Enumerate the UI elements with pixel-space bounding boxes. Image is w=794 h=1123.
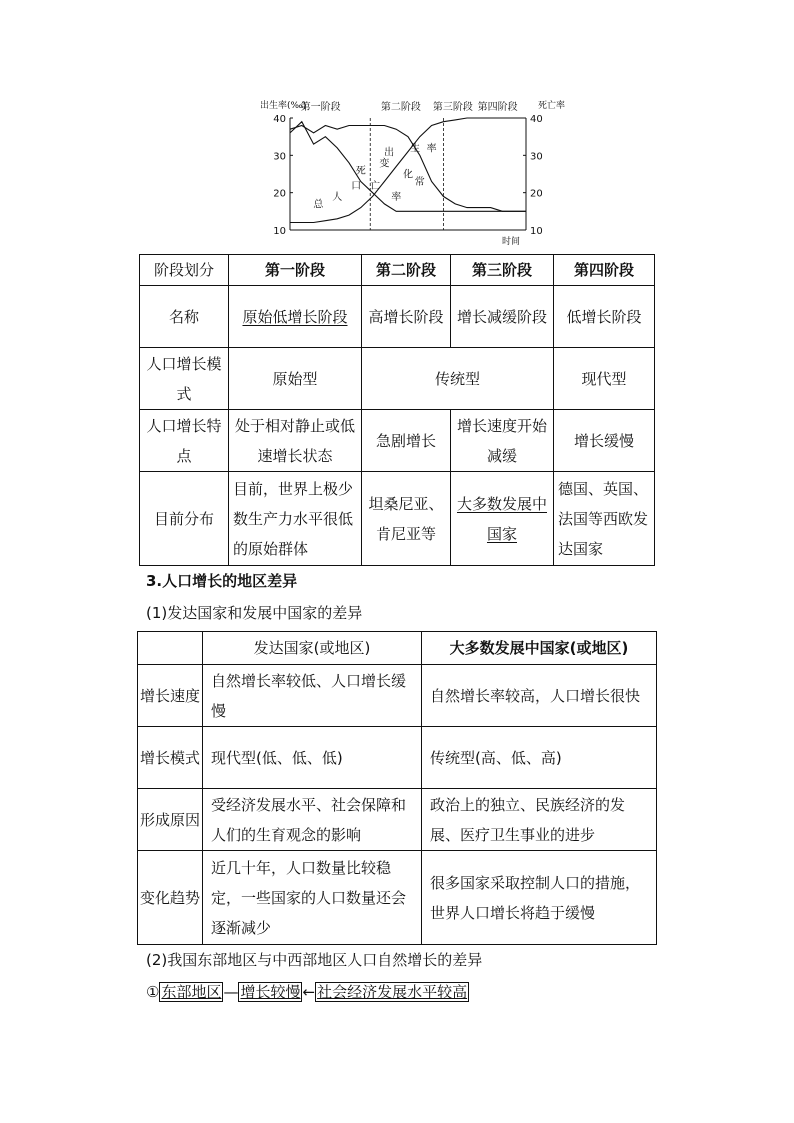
y-axis-label-left: 出生率(‰) (260, 101, 307, 111)
row-label: 增长模式 (138, 727, 203, 789)
row-label: 目前分布 (140, 472, 229, 566)
row-label: 变化趋势 (138, 851, 203, 945)
table-row (138, 665, 657, 727)
row-label: 人口增长模式 (140, 348, 229, 410)
table-cell: 近几十年，人口数量比较稳定，一些国家的人口数量还会逐渐减少 (203, 851, 422, 945)
row-label: 增长速度 (138, 665, 203, 727)
table-cell: 现代型 (554, 348, 655, 410)
curve-annotation: 变 (379, 158, 390, 170)
stage-table-header (140, 255, 655, 286)
curve-annotation: 生 (410, 143, 421, 155)
table-cell: 传统型(高、低、高) (422, 727, 657, 789)
stage-label: 第四阶段 (477, 102, 518, 113)
curve-annotation: 总 (313, 199, 324, 211)
comparison-table (137, 631, 657, 945)
curve-annotation: 人 (332, 192, 343, 204)
table-cell: 坦桑尼亚、肯尼亚等 (362, 472, 451, 566)
table-cell: 受经济发展水平、社会保障和人们的生育观念的影响 (203, 789, 422, 851)
header-cell: 阶段划分 (140, 255, 229, 286)
curve-annotation: 口 (351, 180, 362, 192)
chart-labels (260, 99, 565, 247)
stage-table (139, 254, 655, 566)
underlined-text: 原始低增长阶段 (242, 307, 348, 326)
growth-rate: 增长较慢 (240, 983, 301, 1001)
table-cell: 高增长阶段 (362, 286, 451, 348)
header-cell: 第二阶段 (362, 255, 451, 286)
curve-annotation: 化 (403, 169, 413, 181)
growth-reason: 社会经济发展水平较高 (317, 983, 468, 1001)
table-cell: 现代型(低、低、低) (203, 727, 422, 789)
subsection-heading: (2)我国东部地区与中西部地区人口自然增长的差异 (146, 951, 483, 969)
stage-label: 第一阶段 (300, 102, 341, 113)
table-cell: 目前，世界上极少数生产力水平很低的原始群体 (229, 472, 362, 566)
y-axis-label-right: 死亡率 (538, 101, 566, 111)
table-row (140, 348, 655, 410)
item-number: ① (146, 983, 160, 1001)
table-cell: 增长减缓阶段 (451, 286, 554, 348)
header-cell (138, 632, 203, 665)
table-cell: 低增长阶段 (554, 286, 655, 348)
curve-annotation: 死 (355, 166, 366, 177)
table-row (138, 727, 657, 789)
table-cell: 自然增长率较低、人口增长缓慢 (203, 665, 422, 727)
table-cell: 政治上的独立、民族经济的发展、医疗卫生事业的进步 (422, 789, 657, 851)
table-cell: 原始型 (229, 348, 362, 410)
table-row (140, 472, 655, 566)
table-row (138, 851, 657, 945)
right-tick-label: 30 (530, 151, 543, 163)
curve-annotation: 率 (391, 192, 402, 204)
x-axis-label: 时间 (501, 237, 520, 247)
population-growth-chart (258, 96, 566, 248)
curve-annotation: 亡 (369, 180, 380, 192)
left-tick-label: 10 (273, 226, 286, 237)
curve-annotation: 率 (426, 143, 437, 155)
subsection-heading: (1)发达国家和发展中国家的差异 (146, 604, 363, 622)
curve-annotation: 出 (384, 147, 395, 159)
table-cell (451, 472, 554, 566)
table-cell: 处于相对静止或低速增长状态 (229, 410, 362, 472)
section-heading: 3.人口增长的地区差异 (146, 572, 298, 590)
row-label: 形成原因 (138, 789, 203, 851)
stage-label: 第二阶段 (380, 102, 421, 113)
left-tick-label: 20 (273, 188, 286, 200)
series-line-0 (290, 126, 526, 212)
table-cell: 传统型 (362, 348, 554, 410)
header-cell: 第四阶段 (554, 255, 655, 286)
series-line-1 (290, 122, 526, 212)
header-cell: 第三阶段 (451, 255, 554, 286)
right-tick-label: 40 (530, 114, 543, 125)
stage-label: 第三阶段 (432, 102, 473, 113)
header-cell: 大多数发展中国家(或地区) (422, 632, 657, 665)
left-tick-label: 40 (273, 114, 286, 125)
table-row (140, 410, 655, 472)
table-cell: 自然增长率较高，人口增长很快 (422, 665, 657, 727)
table-cell: 增长缓慢 (554, 410, 655, 472)
table-cell (229, 286, 362, 348)
row-label: 人口增长特点 (140, 410, 229, 472)
left-tick-label: 30 (273, 151, 286, 163)
row-label: 名称 (140, 286, 229, 348)
table-row (138, 789, 657, 851)
curve-annotation: 常 (414, 177, 425, 189)
table-cell: 增长速度开始减缓 (451, 410, 554, 472)
table-cell: 德国、英国、法国等西欧发达国家 (554, 472, 655, 566)
comparison-header (138, 632, 657, 665)
table-cell: 急剧增长 (362, 410, 451, 472)
table-cell: 很多国家采取控制人口的措施，世界人口增长将趋于缓慢 (422, 851, 657, 945)
header-cell: 发达国家(或地区) (203, 632, 422, 665)
header-cell: 第一阶段 (229, 255, 362, 286)
right-tick-label: 20 (530, 188, 543, 200)
right-tick-label: 10 (530, 226, 543, 237)
underlined-text: 大多数发展中国家 (456, 494, 547, 543)
region-name: 东部地区 (161, 983, 222, 1001)
table-row (140, 286, 655, 348)
east-region-line: ① 东部地区 — 增长较慢 ← 社会经济发展水平较高 (146, 983, 468, 1001)
